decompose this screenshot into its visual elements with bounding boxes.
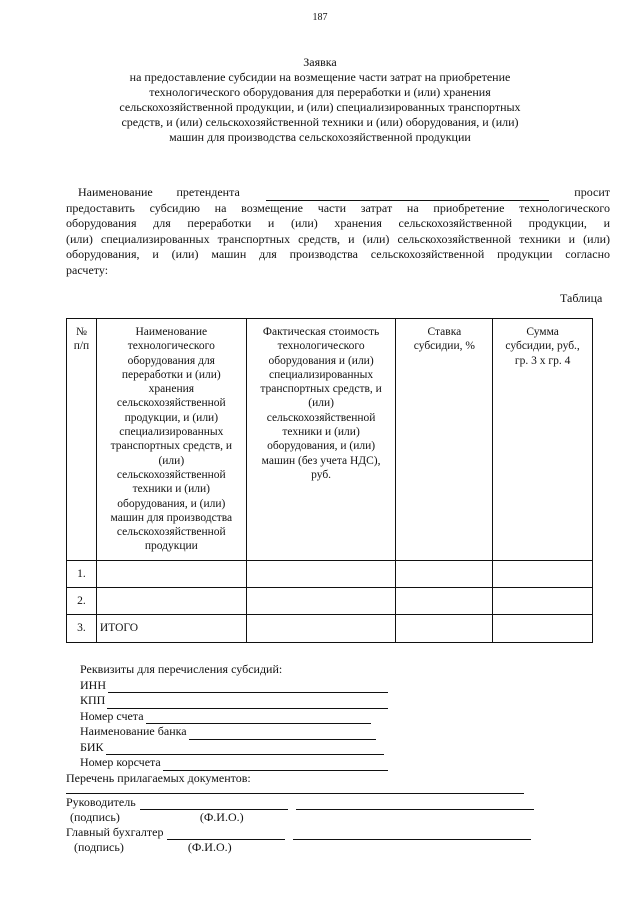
row-number: 3.: [67, 615, 97, 642]
accountant-caption-row: [66, 840, 534, 855]
accountant-name-field[interactable]: [293, 828, 531, 840]
head-sign-caption: (подпись): [70, 810, 120, 824]
heading-line: сельскохозяйственной продукции, и (или) специализированных транспортных: [119, 100, 521, 114]
intro-line: расчету:: [66, 262, 109, 277]
heading-line: на предоставление субсидии на возмещение части затрат на приобретение: [129, 70, 511, 84]
subsidy-table: [66, 318, 593, 643]
label-name: Наименование: [78, 185, 153, 199]
table-row: [67, 588, 593, 615]
intro-line: оборудования для переработки и (или) хранения сельскохозяйственной продукции, и: [66, 216, 610, 230]
accountant-signature-field[interactable]: [167, 828, 285, 840]
row-number: 1.: [67, 560, 97, 587]
intro-line: (или) специализированных транспортных средств, и (или) сельскохозяйственной техники и (или): [66, 231, 610, 246]
documents-label: Перечень прилагаемых документов:: [66, 770, 251, 785]
inn-row: [66, 678, 388, 694]
accountant-sign-caption: (подпись): [74, 840, 124, 854]
label-applicant: претендента: [176, 185, 240, 199]
intro-paragraph: [66, 185, 610, 278]
heading-line: машин для производства сельскохозяйственной продукции: [169, 130, 471, 144]
table-row: [67, 560, 593, 587]
head-label: Руководитель: [66, 795, 136, 809]
intro-first-line: [66, 185, 610, 201]
account-row: [66, 709, 388, 725]
col-header-equipment-name: [96, 319, 246, 561]
accountant-signature-row: [66, 825, 534, 840]
account-field[interactable]: [146, 712, 371, 724]
row-rate-cell[interactable]: [396, 560, 493, 587]
row-rate-cell[interactable]: [396, 588, 493, 615]
head-signature-field[interactable]: [140, 798, 288, 810]
col-header-text: № п/п: [73, 326, 90, 353]
row-cost-cell[interactable]: [246, 560, 396, 587]
head-caption-row: [66, 810, 534, 825]
bank-label: Наименование банка: [80, 724, 187, 738]
applicant-name-blank[interactable]: [266, 188, 549, 201]
col-header-text: Фактическая стоимость технологического оборудования и (или) специализированных транспортных средств, и (или) сельскохозяйственной техники и (или) оборудования, и (или) машин (без учета НДС), руб.: [260, 326, 382, 481]
row-sum-cell[interactable]: [493, 615, 593, 642]
heading-title: Заявка: [303, 55, 337, 69]
bank-field[interactable]: [189, 728, 376, 740]
heading-line: технологического оборудования для переработки и (или) хранения: [149, 85, 491, 99]
intro-line: предоставить субсидию на возмещение части затрат на приобретение технологического: [66, 200, 610, 215]
col-header-text: Ставка субсидии, %: [413, 326, 475, 353]
kpp-label: КПП: [80, 693, 106, 707]
row-cost-cell[interactable]: [246, 615, 396, 642]
bik-field[interactable]: [106, 743, 384, 755]
label-requests: просит: [574, 185, 610, 199]
requisites-title: Реквизиты для перечисления субсидий:: [80, 662, 283, 676]
inn-field[interactable]: [108, 681, 388, 693]
account-label: Номер счета: [80, 708, 144, 723]
col-header-subsidy-rate: [396, 319, 493, 561]
row-total-label: ИТОГО: [96, 615, 246, 642]
bik-row: [66, 740, 388, 756]
document-heading: [100, 55, 540, 145]
table-label: Таблица: [560, 291, 603, 305]
bank-row: [66, 724, 388, 740]
accountant-label: Главный бухгалтер: [66, 825, 164, 839]
inn-label: ИНН: [80, 677, 106, 692]
intro-line: оборудования, и (или) машин для производства сельскохозяйственной продукции согласно: [66, 247, 610, 261]
table-header-row: [67, 319, 593, 561]
row-name-cell[interactable]: [96, 560, 246, 587]
head-name-caption: (Ф.И.О.): [199, 810, 244, 824]
page-number: 187: [312, 12, 328, 23]
row-number: 2.: [67, 588, 97, 615]
corr-field[interactable]: [163, 759, 388, 771]
col-header-text: Наименование технологического оборудования для переработки и (или) хранения сельскохозяйственной продукции, и (или) специализированных транспортных средств, и (или) сельскохозяйственной техники и (или) оборудования, и (или) машин для производства сельскохозяйственной продукции: [110, 326, 233, 553]
col-header-actual-cost: [246, 319, 396, 561]
row-sum-cell[interactable]: [493, 560, 593, 587]
row-name-cell[interactable]: [96, 588, 246, 615]
col-header-number: [67, 319, 97, 561]
col-header-text: Сумма субсидии, руб., гр. 3 x гр. 4: [505, 326, 580, 367]
heading-line: средств, и (или) сельскохозяйственной техники и (или) оборудования, и (или): [121, 115, 519, 129]
requisites-block: [66, 662, 388, 786]
row-rate-cell[interactable]: [396, 615, 493, 642]
corr-label: Номер корсчета: [80, 755, 161, 769]
col-header-subsidy-sum: [493, 319, 593, 561]
accountant-name-caption: (Ф.И.О.): [187, 840, 232, 854]
table-row: [67, 615, 593, 642]
row-sum-cell[interactable]: [493, 588, 593, 615]
corr-row: [66, 755, 388, 771]
kpp-field[interactable]: [107, 697, 388, 709]
head-signature-row: [66, 795, 534, 810]
documents-field[interactable]: [66, 793, 524, 794]
signature-block: [66, 795, 534, 855]
bik-label: БИК: [80, 739, 104, 754]
kpp-row: [66, 693, 388, 709]
head-name-field[interactable]: [296, 798, 534, 810]
row-cost-cell[interactable]: [246, 588, 396, 615]
